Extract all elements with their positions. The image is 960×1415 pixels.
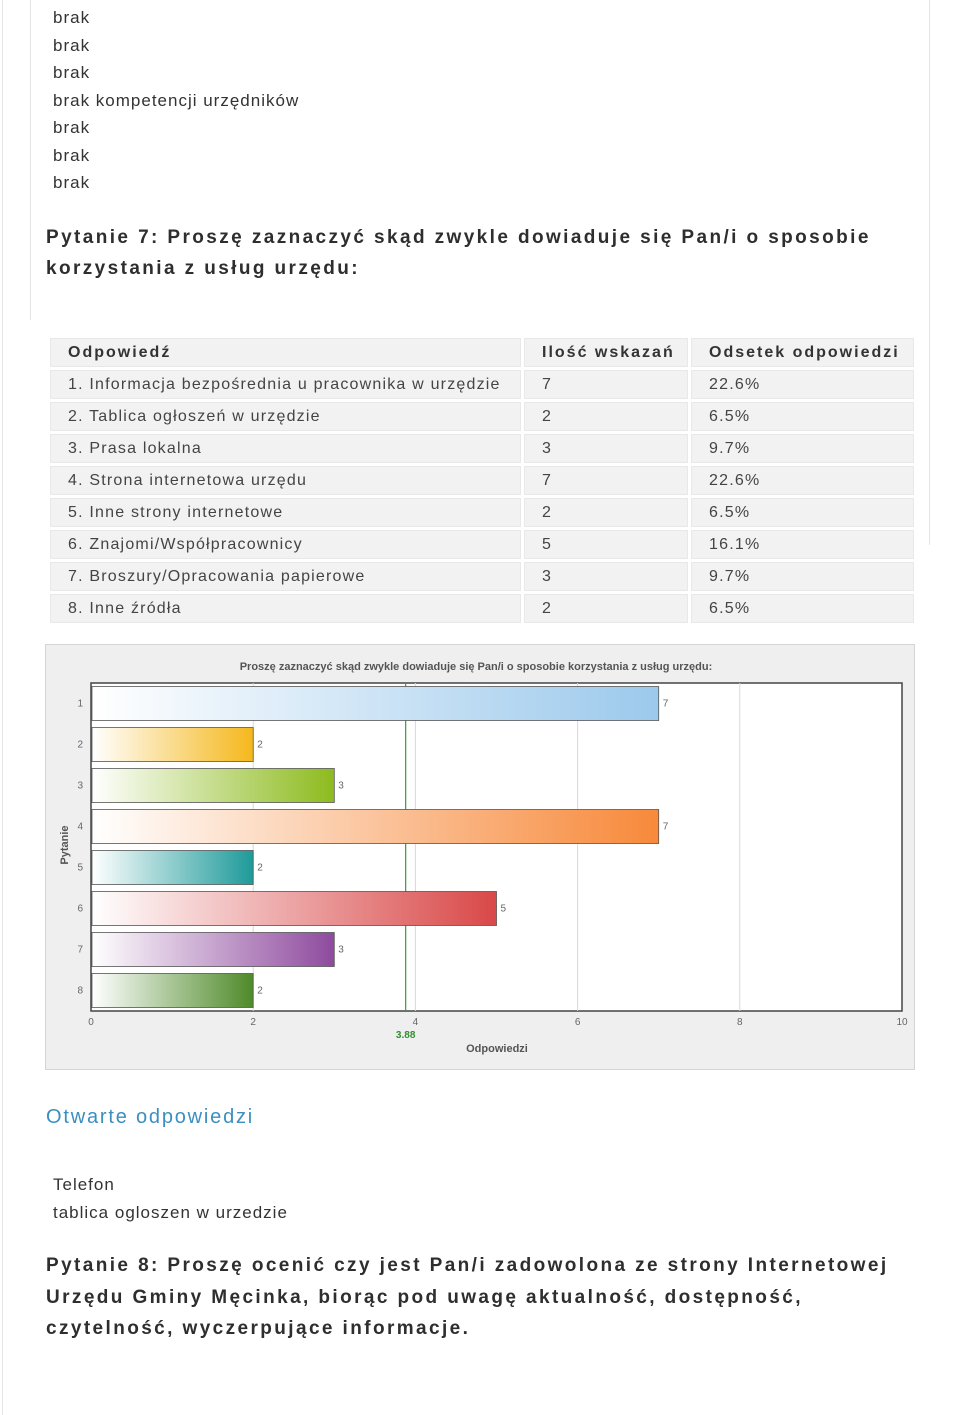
- bar-value-label: 2: [257, 985, 263, 997]
- mean-label: 3.88: [395, 1030, 416, 1041]
- open-answers-heading: Otwarte odpowiedzi: [46, 1106, 255, 1128]
- x-tick-label: 6: [574, 1017, 581, 1028]
- bar-chart: [45, 644, 915, 1070]
- y-tick-label: 4: [77, 821, 83, 833]
- table-row: [50, 434, 914, 463]
- header-count: Ilość wskazań: [524, 338, 688, 367]
- y-tick-label: 5: [77, 862, 83, 874]
- list-item: brak: [53, 145, 91, 165]
- x-tick-label: 10: [896, 1017, 908, 1028]
- x-tick-label: 8: [737, 1017, 743, 1028]
- header-percent: Odsetek odpowiedzi: [691, 338, 914, 367]
- chart-title: Proszę zaznaczyć skąd zwykle dowiaduje się Pan/i o sposobie korzystania z usług urzędu:: [239, 661, 713, 673]
- header-answer: Odpowiedź: [50, 338, 521, 367]
- open-answers-list: [53, 1171, 288, 1227]
- table-row: [50, 562, 914, 591]
- bar: [92, 810, 659, 844]
- list-item: brak: [53, 8, 91, 27]
- y-tick-label: 1: [77, 698, 83, 710]
- table-row: [50, 402, 914, 431]
- table-row: [50, 498, 914, 527]
- bar: [92, 933, 334, 967]
- bar-value-label: 5: [500, 903, 507, 915]
- list-item: brak: [53, 35, 91, 55]
- responses-table: [47, 335, 917, 626]
- table-row: [50, 530, 914, 559]
- y-axis-label: Pytanie: [59, 825, 71, 865]
- count-cell: 5: [524, 530, 688, 559]
- percent-cell: 6.5%: [691, 402, 914, 431]
- percent-cell: 6.5%: [691, 498, 914, 527]
- y-tick-label: 2: [77, 739, 83, 751]
- bar: [92, 728, 253, 762]
- previous-answers-list: [53, 4, 299, 197]
- answer-cell: 5. Inne strony internetowe: [50, 498, 521, 527]
- x-tick-label: 2: [250, 1017, 256, 1028]
- bar-value-label: 2: [257, 739, 263, 751]
- bar-chart-svg: [46, 645, 914, 1069]
- table-row: [50, 466, 914, 495]
- count-cell: 7: [524, 466, 688, 495]
- left-divider: [30, 0, 31, 320]
- count-cell: 2: [524, 498, 688, 527]
- answer-cell: 7. Broszury/Opracowania papierowe: [50, 562, 521, 591]
- table-row: [50, 594, 914, 623]
- count-cell: 2: [524, 594, 688, 623]
- list-item: brak: [53, 118, 91, 137]
- list-item: Telefon: [53, 1175, 115, 1194]
- answer-cell: 3. Prasa lokalna: [50, 434, 521, 463]
- y-tick-label: 8: [77, 985, 83, 997]
- bar-value-label: 7: [662, 698, 669, 710]
- answer-cell: 6. Znajomi/Współpracownicy: [50, 530, 521, 559]
- list-item: brak: [53, 63, 91, 82]
- y-tick-label: 3: [77, 780, 83, 792]
- y-tick-label: 7: [77, 944, 83, 956]
- table-header-row: [50, 338, 914, 367]
- bar: [92, 892, 497, 926]
- percent-cell: 22.6%: [691, 370, 914, 399]
- page-edge: [2, 0, 3, 1415]
- right-divider: [929, 0, 930, 545]
- bar-value-label: 3: [338, 944, 344, 956]
- percent-cell: 16.1%: [691, 530, 914, 559]
- answer-cell: 2. Tablica ogłoszeń w urzędzie: [50, 402, 521, 431]
- answer-cell: 1. Informacja bezpośrednia u pracownika w urzędzie: [50, 370, 521, 399]
- percent-cell: 6.5%: [691, 594, 914, 623]
- x-tick-label: 4: [412, 1017, 419, 1028]
- bar: [92, 769, 334, 803]
- x-tick-label: 0: [88, 1017, 94, 1028]
- bar: [92, 974, 253, 1008]
- count-cell: 2: [524, 402, 688, 431]
- bar: [92, 687, 659, 721]
- percent-cell: 9.7%: [691, 562, 914, 591]
- answer-cell: 8. Inne źródła: [50, 594, 521, 623]
- list-item: brak kompetencji urzędników: [53, 90, 300, 110]
- count-cell: 3: [524, 562, 688, 591]
- count-cell: 3: [524, 434, 688, 463]
- y-tick-label: 6: [77, 903, 83, 915]
- question-8-heading: Pytanie 8: Proszę ocenić czy jest Pan/i zadowolona ze strony Internetowej Urzędu Gminy Męcinka, biorąc pod uwagę aktualność, dostępność, czytelność, wyczerpujące informacje.: [46, 1255, 889, 1339]
- bar-value-label: 7: [662, 821, 669, 833]
- bar-value-label: 3: [338, 780, 344, 792]
- bar-value-label: 2: [257, 862, 263, 874]
- question-7-heading: Pytanie 7: Proszę zaznaczyć skąd zwykle dowiaduje się Pan/i o sposobie korzystania z usług urzędu:: [46, 227, 871, 279]
- list-item: tablica ogloszen w urzedzie: [53, 1203, 288, 1222]
- x-axis-label: Odpowiedzi: [466, 1043, 528, 1055]
- list-item: brak: [53, 173, 91, 192]
- count-cell: 7: [524, 370, 688, 399]
- answer-cell: 4. Strona internetowa urzędu: [50, 466, 521, 495]
- percent-cell: 9.7%: [691, 434, 914, 463]
- table-row: [50, 370, 914, 399]
- bar: [92, 851, 253, 885]
- percent-cell: 22.6%: [691, 466, 914, 495]
